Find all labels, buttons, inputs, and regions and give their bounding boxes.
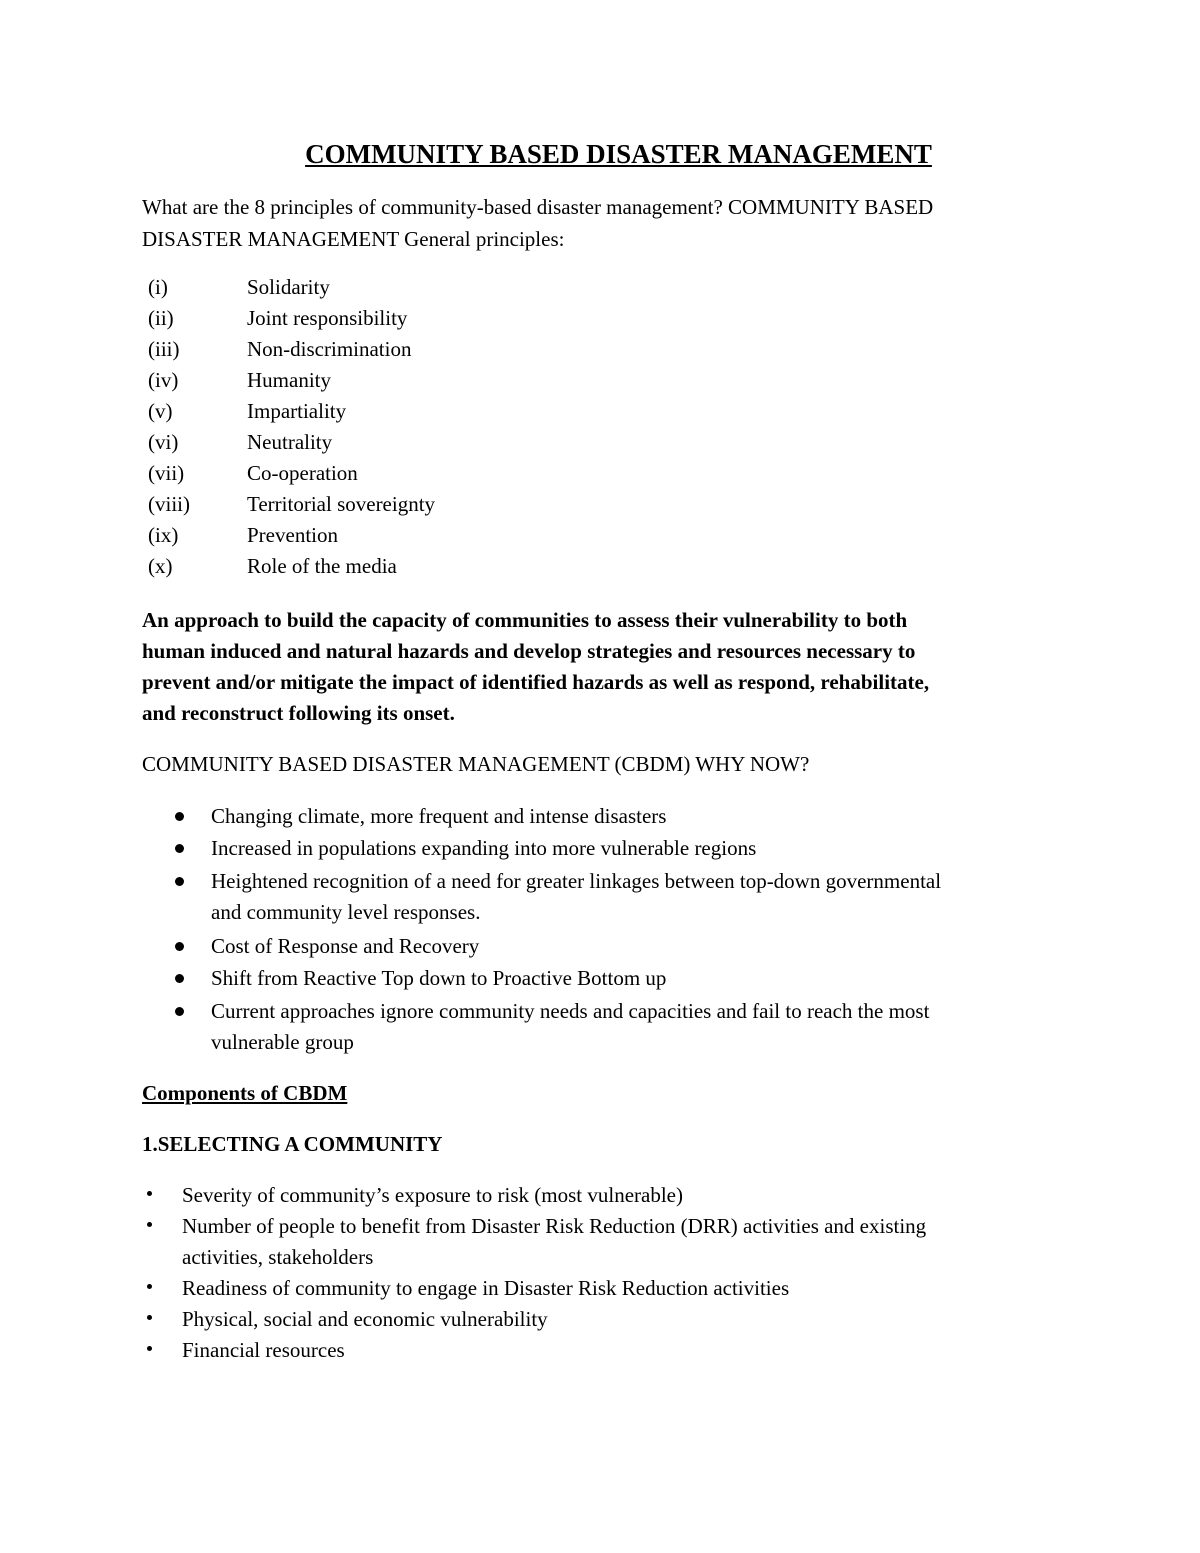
- bullet-dot-icon: [175, 1007, 184, 1016]
- definition-line-3: prevent and/or mitigate the impact of identified hazards as well as respond, rehabilitate,: [142, 670, 930, 694]
- why-now-bullet: Cost of Response and Recovery: [211, 934, 480, 958]
- bullet-dot-icon: [175, 812, 184, 821]
- bullet-dot-icon: [147, 1222, 152, 1227]
- principle-number: (iii): [148, 337, 180, 361]
- section-heading: 1.SELECTING A COMMUNITY: [142, 1132, 443, 1156]
- bullet-dot-icon: [147, 1191, 152, 1196]
- why-now-bullet: Heightened recognition of a need for greater linkages between top-down governmental: [211, 869, 942, 893]
- intro-line-2: DISASTER MANAGEMENT General principles:: [142, 227, 565, 251]
- principle-item: Non-discrimination: [247, 337, 412, 361]
- definition-line-2: human induced and natural hazards and develop strategies and resources necessary to: [142, 639, 916, 663]
- why-now-bullet: Changing climate, more frequent and intense disasters: [211, 804, 667, 828]
- principle-item: Co-operation: [247, 461, 358, 485]
- selection-bullet: Readiness of community to engage in Disaster Risk Reduction activities: [182, 1276, 790, 1300]
- selection-bullet: Number of people to benefit from Disaster Risk Reduction (DRR) activities and existing: [182, 1214, 927, 1238]
- why-now-bullet: Shift from Reactive Top down to Proactive Bottom up: [211, 966, 667, 990]
- principle-item: Solidarity: [247, 275, 330, 299]
- principle-number: (vi): [148, 430, 179, 454]
- definition-line-4: and reconstruct following its onset.: [142, 701, 455, 725]
- bullet-dot-icon: [175, 942, 184, 951]
- why-now-bullet-continuation: and community level responses.: [211, 900, 481, 924]
- principle-number: (viii): [148, 492, 190, 516]
- principle-number: (i): [148, 275, 168, 299]
- principle-number: (ix): [148, 523, 179, 547]
- bullet-dot-icon: [147, 1315, 152, 1320]
- selection-bullet: Severity of community’s exposure to risk (most vulnerable): [182, 1183, 683, 1207]
- why-now-bullet: Current approaches ignore community needs and capacities and fail to reach the most: [211, 999, 930, 1023]
- intro-line-1: What are the 8 principles of community-based disaster management? COMMUNITY BASED: [142, 195, 934, 219]
- bullet-dot-icon: [147, 1346, 152, 1351]
- principle-number: (v): [148, 399, 173, 423]
- selection-bullet-continuation: activities, stakeholders: [182, 1245, 374, 1269]
- principle-number: (vii): [148, 461, 185, 485]
- page-title: COMMUNITY BASED DISASTER MANAGEMENT: [305, 139, 932, 169]
- principle-number: (iv): [148, 368, 179, 392]
- selection-bullet: Physical, social and economic vulnerability: [182, 1307, 548, 1331]
- why-now-bullet: Increased in populations expanding into more vulnerable regions: [211, 836, 757, 860]
- principle-item: Joint responsibility: [247, 306, 408, 330]
- selection-bullet: Financial resources: [182, 1338, 345, 1362]
- principle-item: Prevention: [247, 523, 338, 547]
- principle-item: Territorial sovereignty: [247, 492, 436, 516]
- components-heading: Components of CBDM: [142, 1081, 348, 1105]
- principle-item: Impartiality: [247, 399, 347, 423]
- principle-number: (x): [148, 554, 173, 578]
- bullet-dot-icon: [175, 974, 184, 983]
- why-now-heading: COMMUNITY BASED DISASTER MANAGEMENT (CBDM) WHY NOW?: [142, 752, 810, 776]
- bullet-dot-icon: [147, 1284, 152, 1289]
- bullet-dot-icon: [175, 844, 184, 853]
- definition-line-1: An approach to build the capacity of communities to assess their vulnerability to both: [142, 608, 908, 632]
- principle-number: (ii): [148, 306, 174, 330]
- why-now-bullet-continuation: vulnerable group: [211, 1030, 354, 1054]
- principle-item: Humanity: [247, 368, 331, 392]
- principle-item: Neutrality: [247, 430, 333, 454]
- bullet-dot-icon: [175, 877, 184, 886]
- principle-item: Role of the media: [247, 554, 397, 578]
